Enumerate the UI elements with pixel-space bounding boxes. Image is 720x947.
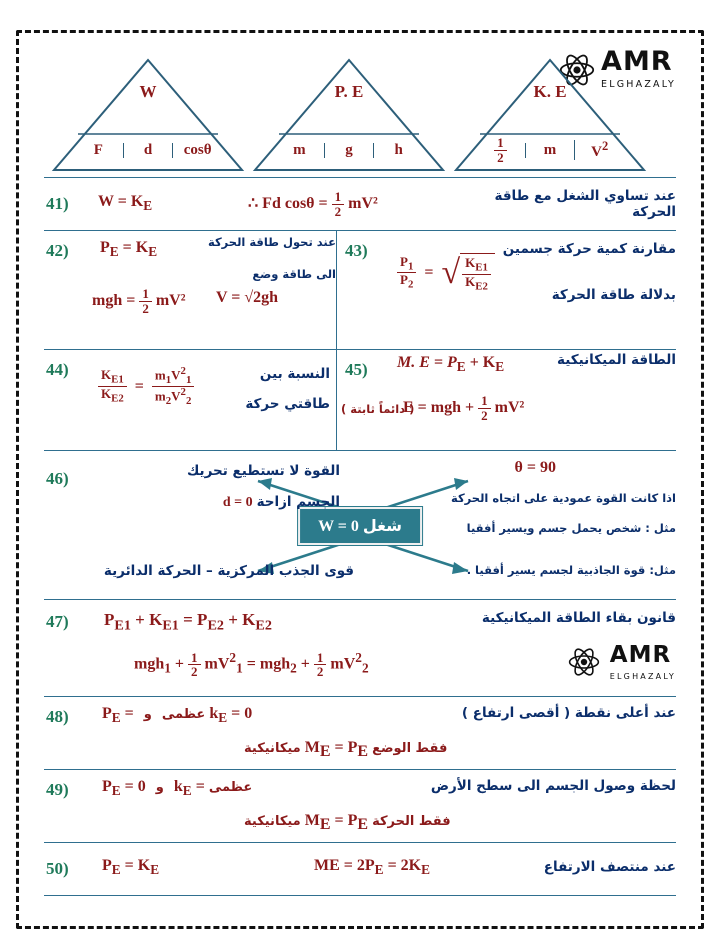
triangle-work-cell-3: cosθ [172,143,222,158]
triangle-work-cell-2: d [123,143,173,158]
row-50-number: 50) [46,859,69,878]
row-44-rhs: $\frac{m_1V^2_1}{m_2V^2_2}$ [152,366,195,408]
row-42-eq-2: mgh = $\frac{1}{2}$ mV² [92,286,186,316]
row-41-eq-1-sub: E [143,198,153,214]
brand-name: AMR [601,46,673,77]
triangle-ke-cell-1: $\frac{1}{2}$ [476,136,525,164]
row-48-arabic-1: عند أعلى نقطة ( أقصى ارتفاع ) [461,705,676,721]
badge-equation: W = 0 [318,518,359,535]
row-46-right-1: اذا كانت القوة عمودية على اتجاه الحركة [450,491,676,505]
row-48-eq-2: ميكانيكية $M_E = P_E$ فقط الوضع [244,739,448,761]
triangle-pe-top: P. E [334,82,364,101]
triangle-ke [452,56,648,174]
brand-logo-bottom [568,644,676,683]
row-44-equation: $\frac{K_{E1}}{K_{E2}}$ = $\frac{m_1V^2_1}{m_2V^2_2}$ [98,366,194,408]
row-47-arabic-1: قانون بقاء الطاقة الميكانيكية [481,610,676,626]
triangle-ke-cell-2: m [525,143,575,158]
triangle-ke-top: K. E [533,82,567,101]
triangle-pe-cell-3: h [373,143,423,158]
row-43-arabic-2: بدلالة طاقة الحركة [551,287,676,303]
row-42-eq-3: V = √2gh [216,289,279,306]
row-46 [44,451,676,599]
row-42 [44,231,336,349]
row-46-left-2 [140,493,340,511]
triangle-pe-cell-1: m [293,141,306,158]
atom-icon-2 [568,646,604,682]
triangle-ke-cell-3: $V^2$ [574,140,624,160]
row-44-arabic-1: النسبة بين [259,366,330,382]
row-41-eq-2-tail: mV² [348,194,378,212]
row-49-number: 49) [46,780,69,799]
row-43-arabic-1: مقارنة كمية حركة جسمين [502,241,676,257]
row-44-number: 44) [46,360,69,379]
row-46-left-2-eq: d = 0 [222,495,253,510]
row-41 [44,178,676,230]
row-48 [44,697,676,769]
divider-9 [44,895,676,896]
row-43-number: 43) [345,241,368,260]
row-48-eq-1: $P_E$ = عظمى و $k_E = 0$ [102,705,253,726]
row-47 [44,600,676,696]
row-46-number: 46) [46,469,69,488]
row-47-eq-1: $P_{E1} + K_{E1} = P_{E2} + K_{E2}$ [104,610,272,634]
triangle-work [50,56,246,174]
row-42-fraction: $\frac{1}{2}$ [139,287,152,315]
row-41-eq-1-main: W = K [98,193,144,211]
row-46-right-3: مثل: قوة الجاذبية لجسم يسير أفقيا . [466,563,676,577]
row-42-number: 42) [46,241,69,260]
row-45-number: 45) [345,360,368,379]
row-45 [336,350,676,450]
row-45-arabic-1: الطاقة الميكانيكية [557,352,676,368]
row-50-arabic-1: عند منتصف الارتفاع [543,859,676,875]
row-41-arabic: عند تساوي الشغل مع طاقة الحركة [494,188,676,220]
row-46-left-3: قوى الجذب المركزية – الحركة الدائرية [103,563,354,579]
row-45-eq-1: M. $E = P_E + K_E$ [397,354,505,375]
row-43-sqrt: √ $\frac{K_{E1}}{K_{E2}}$ [442,253,495,293]
row-44-45 [44,350,676,450]
row-46-right-2: مثل : شخص يحمل جسم ويسير أفقيا [466,521,676,535]
triangle-work-top: W [139,82,157,101]
row-49-eq-1: $P_E = 0$ و $k_E$ = عظمى [102,778,253,799]
triangle-pe-cell-2: g [324,143,374,158]
row-41-number: 41) [46,194,69,213]
row-48-number: 48) [46,707,69,726]
row-43-equation: $\frac{P_1}{P_2}$ = √ $\frac{K_{E1}}{K_{E2}}$ [397,253,495,293]
row-49-arabic-1: لحظة وصول الجسم الى سطح الأرض [430,778,676,794]
brand-subtitle: ELGHAZALY [601,79,676,90]
row-44-lhs: $\frac{K_{E1}}{K_{E2}}$ [98,368,127,405]
row-43-lhs: $\frac{P_1}{P_2}$ [397,255,416,292]
row-49-eq-2: ميكانيكية $M_E = P_E$ فقط الحركة [244,812,451,834]
row-44 [44,350,336,450]
row-46-left-2-ar: الجسم ازاحة [256,494,340,510]
triangle-pe [251,56,447,174]
sheet-content [44,44,676,913]
row-42-43 [44,231,676,349]
row-45-note: ( دائماً ثابتة ) [341,402,415,416]
row-45-eq-2: E = mgh + $\frac{1}{2}$ mV² [403,393,525,423]
row-42-arabic-2: الى طاقة وضع [252,267,336,281]
row-41-eq-1 [98,193,248,214]
row-45-fraction: $\frac{1}{2}$ [478,394,491,422]
row-43 [336,231,676,349]
row-41-eq-2-fraction: $\frac{1}{2}$ [332,190,345,218]
triangle-work-cell-1: F [93,141,103,158]
badge-arabic: شغل [362,516,402,535]
row-50-eq-1: $P_E = K_E$ [102,857,160,878]
formula-triangles [44,52,676,177]
row-42-arabic-1: عند تحول طاقة الحركة [207,235,336,249]
row-46-theta: θ = 90 [514,459,556,476]
row-50-eq-2: ME = $2P_E = 2K_E$ [314,857,431,878]
row-47-eq-2: mgh$_1$ + $\frac{1}{2}$ $mV^2_1 = mgh_2$ + $\frac{1}{2}$ $mV^2_2$ [134,649,369,680]
row-42-eq-1: $P_E = K_E$ [100,239,158,260]
row-41-eq-2 [248,190,478,218]
brand-name-2: AMR [609,642,672,668]
row-50 [44,843,676,895]
row-46-left-1: القوة لا تستطيع تحريك [186,463,340,479]
row-41-eq-2-lead: ∴ Fd cosθ = [248,194,328,212]
row-44-arabic-2: طاقتي حركة [245,396,330,412]
row-49 [44,770,676,842]
brand-subtitle-2: ELGHAZALY [609,672,676,681]
row-47-number: 47) [46,612,69,631]
